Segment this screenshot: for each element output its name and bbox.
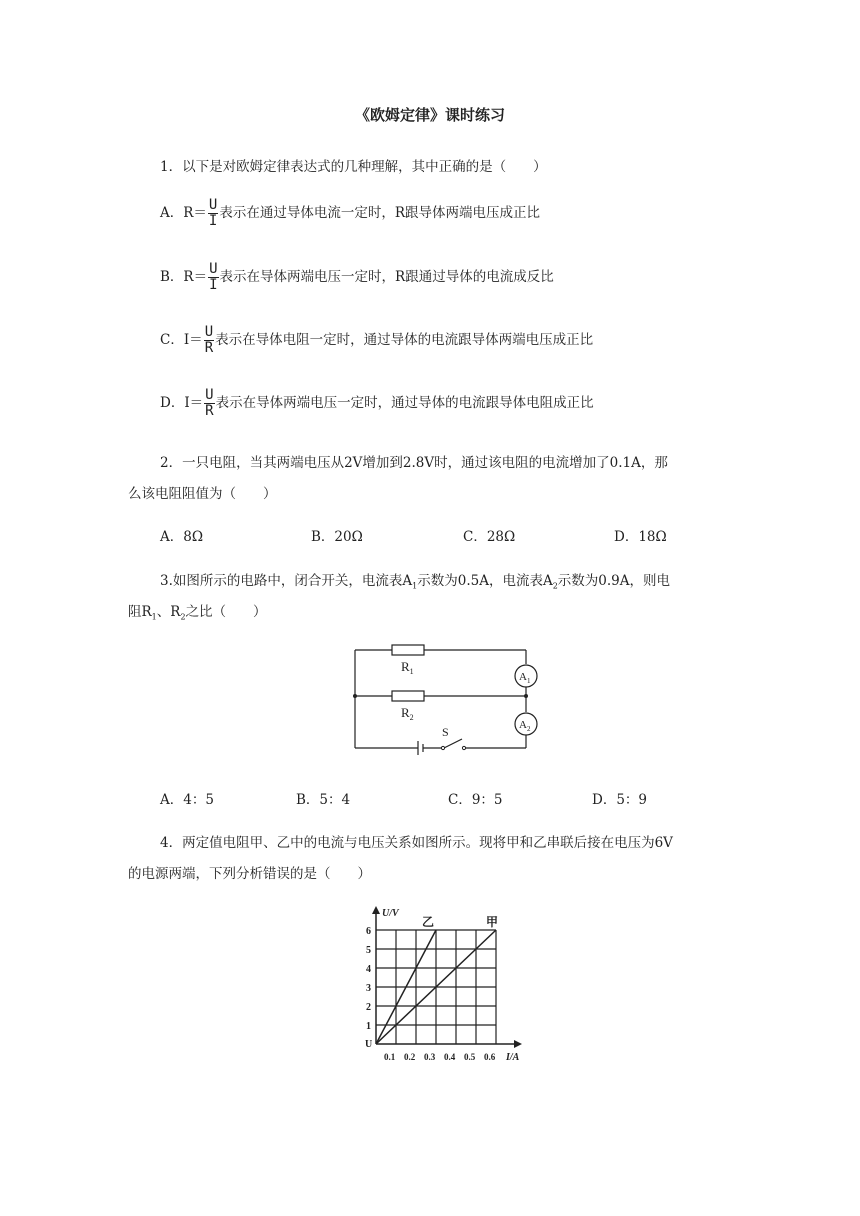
- q2-option-c: C．28Ω: [463, 529, 516, 545]
- x-tick-label: 0.1: [384, 1052, 396, 1062]
- origin-label: U: [365, 1039, 373, 1050]
- q3-stem-line2: 阻$R_1$、$R_2$之比（ ）: [128, 604, 267, 622]
- y-axis-label: U/V: [382, 908, 399, 919]
- q4-stem-line2: 的电源两端，下列分析错误的是（ ）: [128, 866, 371, 882]
- x-axis-arrow: [514, 1040, 522, 1048]
- fraction: $\frac{U}{I}$: [209, 261, 218, 293]
- page-title: 《欧姆定律》课时练习: [354, 106, 505, 124]
- q4-stem-line1: 4．两定值电阻甲、乙中的电流与电压关系如图所示。现将甲和乙串联后接在电压为6V: [160, 835, 673, 851]
- q1-option-d: D．I＝ $\frac{U}{R}$ 表示在导体两端电压一定时，通过导体的电流跟导体电阻成正比: [160, 387, 594, 419]
- y-tick-label: 5: [366, 945, 371, 956]
- x-axis-label: I/A: [506, 1052, 520, 1063]
- q2-option-d: D．18Ω: [614, 529, 667, 545]
- junction-left: [353, 694, 357, 698]
- x-tick-label: 0.2: [404, 1052, 416, 1062]
- q2-option-a: A．8Ω: [160, 529, 204, 545]
- y-tick-label: 3: [366, 983, 371, 994]
- q3-option-b: B．5：4: [296, 792, 351, 808]
- fraction: $\frac{U}{R}$: [205, 387, 214, 419]
- x-tick-label: 0.5: [464, 1052, 476, 1062]
- q1-option-b: B．R＝ $\frac{U}{I}$ 表示在导体两端电压一定时，R跟通过导体的电流成反比: [160, 261, 554, 293]
- y-axis-arrow: [372, 906, 380, 914]
- resistor-r1: [392, 645, 424, 655]
- q1-option-c: C．I＝ $\frac{U}{R}$ 表示在导体电阻一定时，通过导体的电流跟导体两端电压成正比: [160, 324, 594, 356]
- series-label-yi: 乙: [422, 915, 435, 929]
- switch-blade: [444, 739, 462, 748]
- resistor-r2: [392, 691, 424, 701]
- fraction: $\frac{U}{R}$: [204, 324, 214, 356]
- q3-option-a: A．4：5: [160, 792, 214, 808]
- x-tick-label: 0.3: [424, 1052, 436, 1062]
- fraction: $\frac{U}{I}$: [208, 197, 218, 229]
- ui-chart: [360, 900, 530, 1075]
- label-a1: $A_1$: [519, 671, 531, 685]
- q2-stem-line2: 么该电阻阻值为（ ）: [128, 486, 277, 502]
- q2-stem-line1: 2．一只电阻，当其两端电压从2V增加到2.8V时，通过该电阻的电流增加了0.1A，那: [160, 455, 668, 471]
- label-r1: $R_1$: [401, 659, 414, 676]
- y-tick-label: 6: [366, 926, 371, 937]
- q2-option-b: B．20Ω: [311, 529, 363, 545]
- circuit-diagram: [340, 638, 550, 760]
- series-label-jia: 甲: [486, 915, 499, 929]
- label-r2: $R_2$: [401, 705, 414, 722]
- y-tick-label: 2: [366, 1002, 371, 1013]
- y-tick-label: 1: [366, 1021, 371, 1032]
- q1-option-a: A．R＝ $\frac{U}{I}$ 表示在通过导体电流一定时，R跟导体两端电压成正比: [160, 197, 541, 229]
- q3-stem-line1: 3.如图所示的电路中，闭合开关，电流表$A_1$示数为0.5A，电流表$A_2$示数为0.9A，则电: [160, 573, 671, 591]
- x-tick-label: 0.6: [484, 1052, 496, 1062]
- label-a2: $A_2$: [519, 719, 531, 733]
- x-tick-label: 0.4: [444, 1052, 456, 1062]
- junction-right: [524, 694, 528, 698]
- q3-option-c: C．9：5: [448, 792, 503, 808]
- y-tick-label: 4: [366, 964, 371, 975]
- q1-stem: 1．以下是对欧姆定律表达式的几种理解，其中正确的是（ ）: [160, 159, 547, 175]
- label-switch: S: [442, 725, 449, 739]
- q3-option-d: D．5：9: [592, 792, 648, 808]
